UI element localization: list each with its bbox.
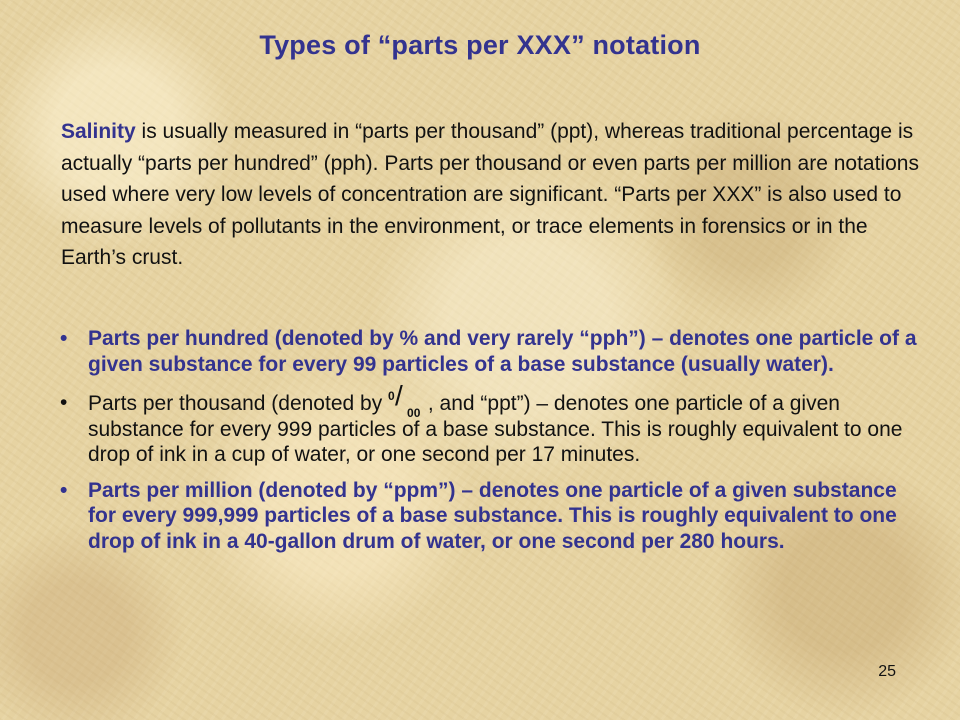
bullet-parts-per-million: [60, 478, 920, 555]
bullet-parts-per-hundred: [60, 326, 920, 377]
fraction-numerator: 0: [388, 389, 395, 403]
intro-paragraph: [61, 116, 921, 274]
bullet-dot-icon: •: [60, 478, 68, 502]
bullet-text-before: Parts per thousand (denoted by: [88, 392, 389, 415]
bullet-text-after: , and “ppt”) – denotes one particle of a given substance for every 999 particles of a base substance. This is roughly equivalent to one drop of ink in a cup of water, or one second per 17 minutes.: [88, 392, 903, 466]
page-number: 25: [878, 663, 896, 680]
bullet-list: [60, 326, 920, 554]
bullet-dot-icon: •: [60, 327, 68, 350]
intro-text: is usually measured in “parts per thousand” (ppt), whereas traditional percentage is actually “parts per hundred” (pph). Parts per thousand or even parts per million are notations used where very low levels of concentration are significant. “Parts per XXX” is also used to measure levels of pollutants in the environment, or trace elements in forensics or in the Earth’s crust.: [61, 120, 919, 269]
slide-title: Types of “parts per XXX” notation: [259, 30, 701, 60]
fraction-denominator: 00: [407, 406, 421, 420]
salinity-highlight: Salinity: [61, 120, 136, 143]
bullet-dot-icon: •: [60, 391, 68, 414]
fraction-slash: /: [395, 380, 403, 411]
per-mille-fraction: [388, 380, 422, 420]
bullet-text: Parts per hundred (denoted by % and very rarely “pph”) – denotes one particle of a given substance for every 99 particles of a base substance (usually water).: [88, 327, 917, 376]
bullet-parts-per-thousand: [60, 380, 920, 468]
bullet-text: Parts per million (denoted by “ppm”) – denotes one particle of a given substance for every 999,999 particles of a base substance. This is roughly equivalent to one drop of ink in a 40-gallon drum of water, or one second per 280 hours.: [88, 478, 897, 553]
